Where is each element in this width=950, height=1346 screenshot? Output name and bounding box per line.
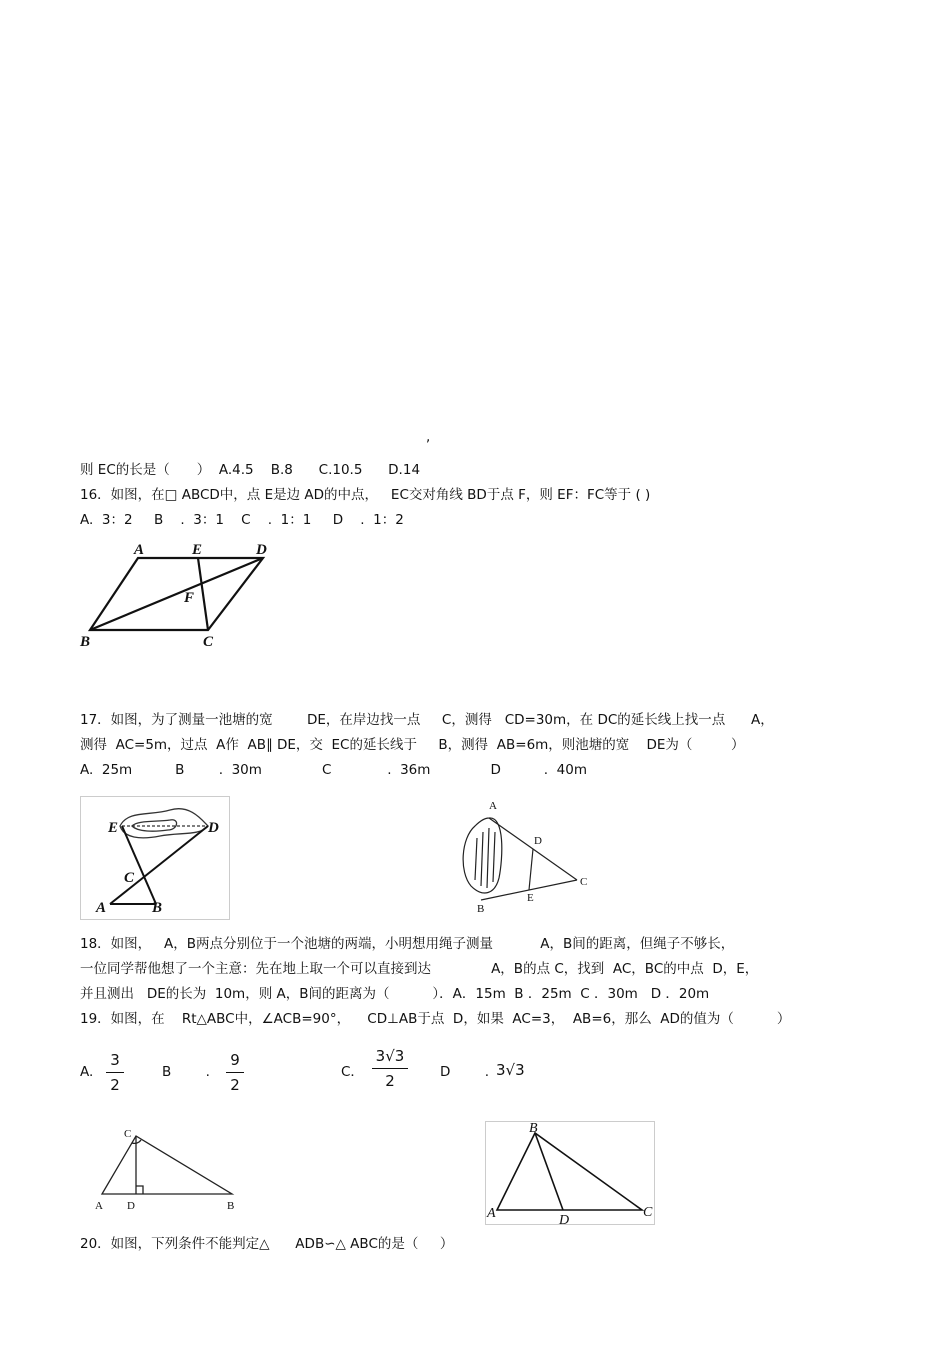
label-c: C [643, 1205, 653, 1220]
label-a: A [96, 900, 107, 916]
label-e: E [192, 542, 203, 558]
fraction-numerator: 3 [110, 1051, 120, 1069]
q19-right-triangle-figure [92, 1124, 242, 1214]
q17-pond-figure-1 [80, 796, 230, 920]
label-c: C [124, 1128, 132, 1140]
label-c: C [124, 870, 135, 886]
q18-line1: 18．如图， A，B两点分别位于一个池塘的两端，小明想用绳子测量 A，B间的距离，但绳子不够长， [80, 936, 735, 952]
label-c: C [580, 876, 588, 888]
label-b: B [477, 903, 485, 915]
label-a: A [134, 542, 145, 558]
q15-tail-text: 则 EC的长是（ ） A.4.5 B.8 C.10.5 D.14 [80, 462, 421, 478]
q17-line1: 17．如图，为了测量一池塘的宽 DE，在岸边找一点 C，测得 CD=30m，在 DC的延长线上找一点 A， [80, 712, 774, 728]
q18-pond-figure-2 [455, 798, 595, 916]
label-a: A [489, 800, 497, 812]
q16-options: A. 3：2 B . 3：1 C . 1：1 D . 1：2 [80, 512, 404, 528]
label-a: A [95, 1200, 103, 1212]
fraction-denominator: 2 [230, 1076, 240, 1094]
segment-bd [535, 1133, 563, 1210]
q19-option-c-label: C． [341, 1064, 364, 1080]
label-e: E [527, 892, 534, 904]
segment-ec [198, 558, 208, 630]
q19-option-d-label: D . [440, 1064, 490, 1080]
q19-stem: 19．如图，在 Rt△ABC中，∠ACB=90°， CD⊥AB于点 D，如果 AC=3， AB=6，那么 AD的值为（ ） [80, 1011, 791, 1027]
label-b: B [80, 634, 91, 650]
q18-line2: 一位同学帮他想了一个主意：先在地上取一个可以直接到达 A，B的点 C，找到 AC，BC的中点 D，E， [80, 961, 759, 977]
label-a: A [487, 1206, 496, 1221]
label-e: E [108, 820, 119, 836]
triangle-abc [102, 1136, 232, 1194]
label-f: F [184, 590, 195, 606]
q19-option-a-label: A. [80, 1064, 94, 1080]
label-d: D [127, 1200, 135, 1212]
label-d: D [256, 542, 267, 558]
label-c: C [203, 634, 214, 650]
q16-stem: 16．如图，在□ ABCD中，点 E是边 AD的中点， EC交对角线 BD于点 F，则 EF：FC等于 ( ) [80, 487, 651, 503]
label-d: D [559, 1213, 570, 1225]
pond-outline [120, 809, 208, 838]
segment-da [110, 826, 208, 904]
q19-option-a-fraction [106, 1050, 124, 1095]
right-angle-mark [136, 1186, 143, 1194]
q16-parallelogram-figure [78, 538, 278, 652]
diagonal-bd [90, 558, 263, 630]
label-b: B [227, 1200, 235, 1212]
q19-option-b-label: B . [162, 1064, 210, 1080]
triangle-abc [497, 1133, 642, 1210]
q18-line3: 并且测出 DE的长为 10m，则 A，B间的距离为（ ）．A．15m B ．25m C ．30m D ．20m [80, 986, 710, 1002]
fraction-denominator: 2 [110, 1076, 120, 1094]
fraction-denominator: 2 [385, 1072, 395, 1090]
q19-option-d-value: 3√3 [496, 1061, 525, 1079]
label-b: B [529, 1121, 538, 1136]
q19-option-b-fraction [226, 1050, 244, 1095]
q17-options: A. 25m B . 30m C . 36m D . 40m [80, 762, 587, 778]
label-d: D [534, 835, 542, 847]
label-b: B [152, 900, 163, 916]
stray-mark: , [426, 429, 431, 445]
q20-triangle-figure [485, 1121, 655, 1225]
q19-option-c-fraction [372, 1046, 408, 1091]
segment-de [529, 849, 533, 890]
q17-line2: 测得 AC=5m，过点 A作 AB∥ DE，交 EC的延长线于 B，测得 AB=6m，则池塘的宽 DE为（ ） [80, 737, 745, 753]
fraction-numerator: 9 [230, 1051, 240, 1069]
label-d: D [208, 820, 219, 836]
fraction-numerator: 3√3 [375, 1047, 405, 1065]
q20-stem: 20．如图，下列条件不能判定△ ADB∽△ ABC的是（ ） [80, 1236, 454, 1252]
